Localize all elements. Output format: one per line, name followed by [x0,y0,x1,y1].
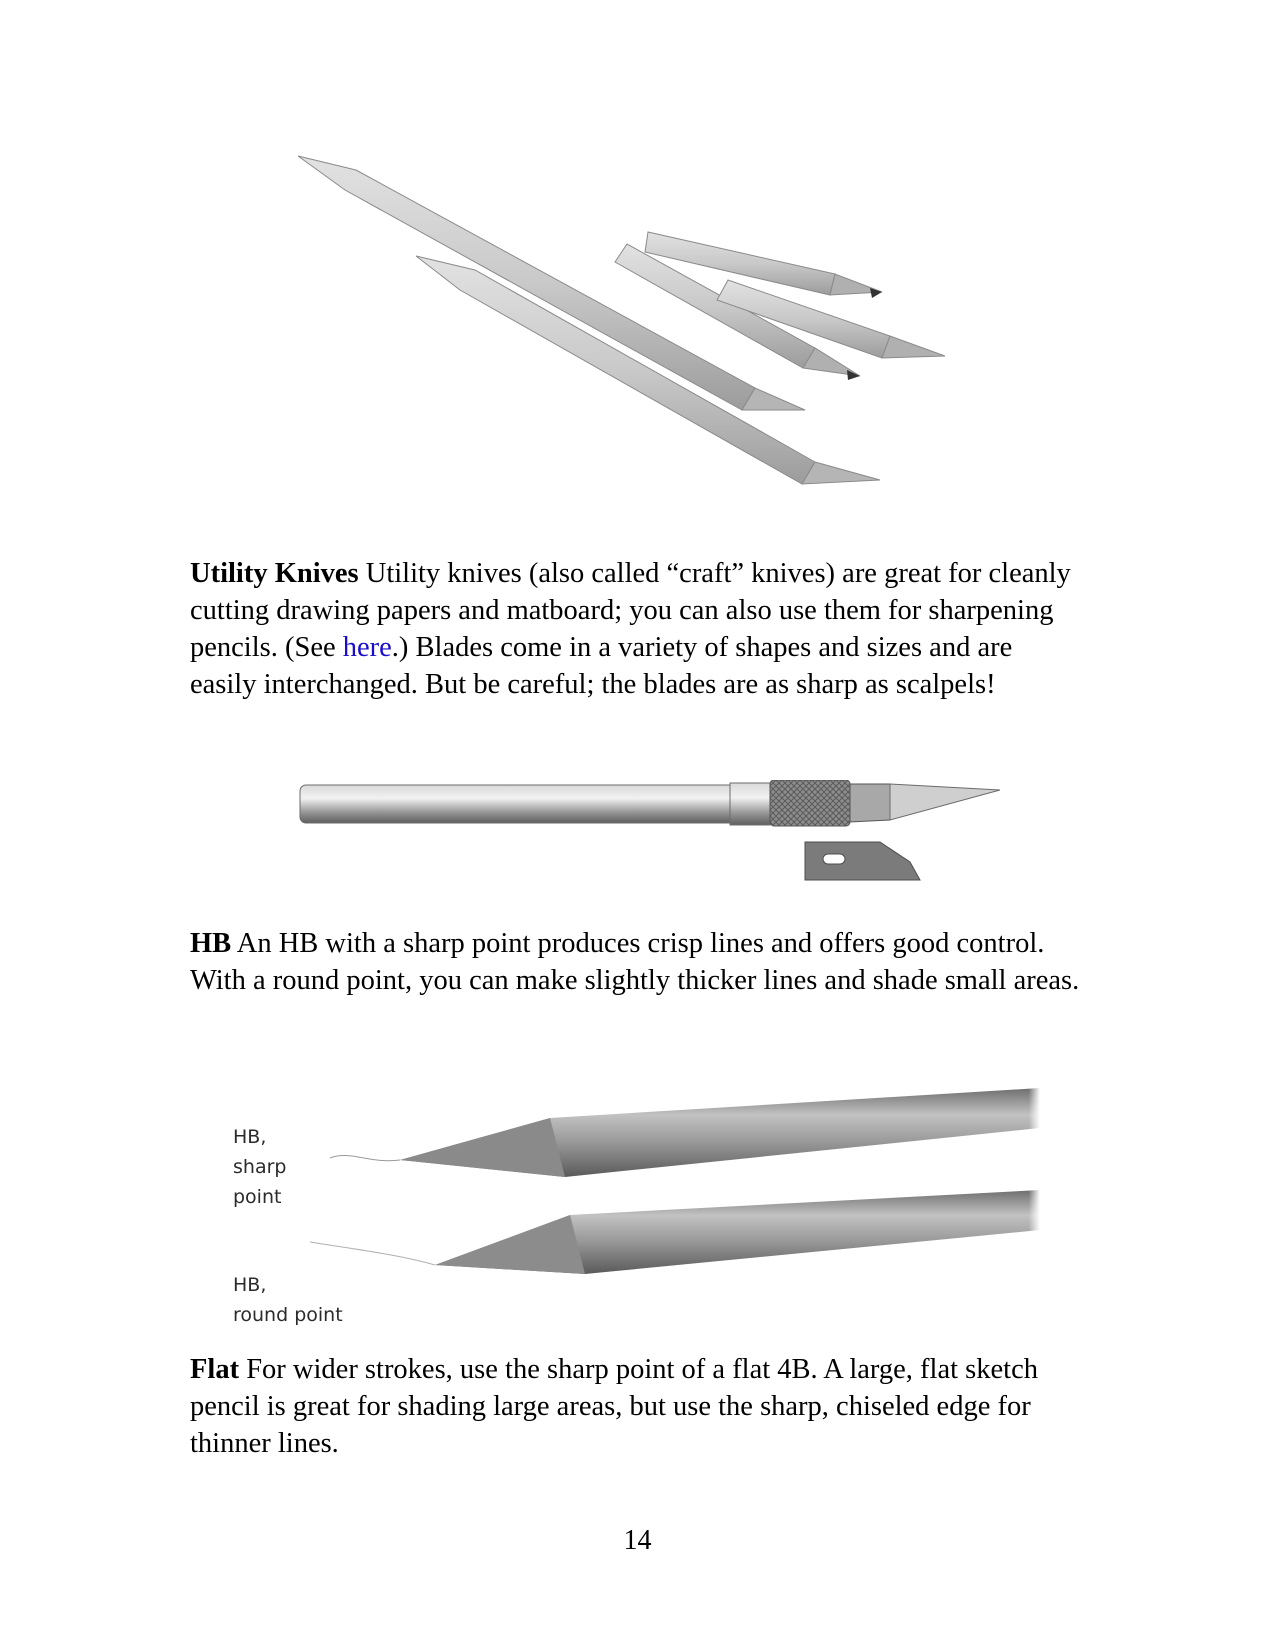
hb-pencils-illustration [300,1080,1040,1290]
utility-knives-text-2: .) Blades come in a variety of shapes and sizes and are easily interchanged. But be careful; the blades are as sharp as scalpels! [190,632,1013,700]
flat-heading: Flat [190,1354,240,1385]
utility-knife-illustration [290,780,1010,900]
hb-round-label-line-1: HB, [233,1274,267,1296]
page-number: 14 [623,1525,652,1556]
hb-heading: HB [190,928,232,959]
utility-knives-text-1: Utility knives (also called “craft” knives) are great for cleanly cutting drawing papers and matboard; you can also use them for sharpening pencils. (See [190,558,1071,663]
hb-sharp-label-line-3: point [233,1186,282,1208]
hb-sharp-label-line-1: HB, [233,1126,267,1148]
hb-round-point-label [233,1270,343,1330]
tortillons-illustration [270,140,990,510]
utility-knives-paragraph [190,555,1080,703]
hb-sharp-label-line-2: sharp [233,1156,287,1178]
hb-paragraph [190,925,1080,999]
flat-paragraph [190,1351,1080,1462]
flat-text: For wider strokes, use the sharp point of a flat 4B. A large, flat sketch pencil is great for shading large areas, but use the sharp, chiseled edge for thinner lines. [190,1354,1038,1459]
utility-knives-heading: Utility Knives [190,558,359,589]
hb-round-label-line-2: round point [233,1304,343,1326]
hb-sharp-point-label [233,1122,286,1212]
hb-text: An HB with a sharp point produces crisp lines and offers good control. With a round point, you can make slightly thicker lines and shade small areas. [190,928,1080,996]
here-link[interactable]: here [342,632,392,663]
